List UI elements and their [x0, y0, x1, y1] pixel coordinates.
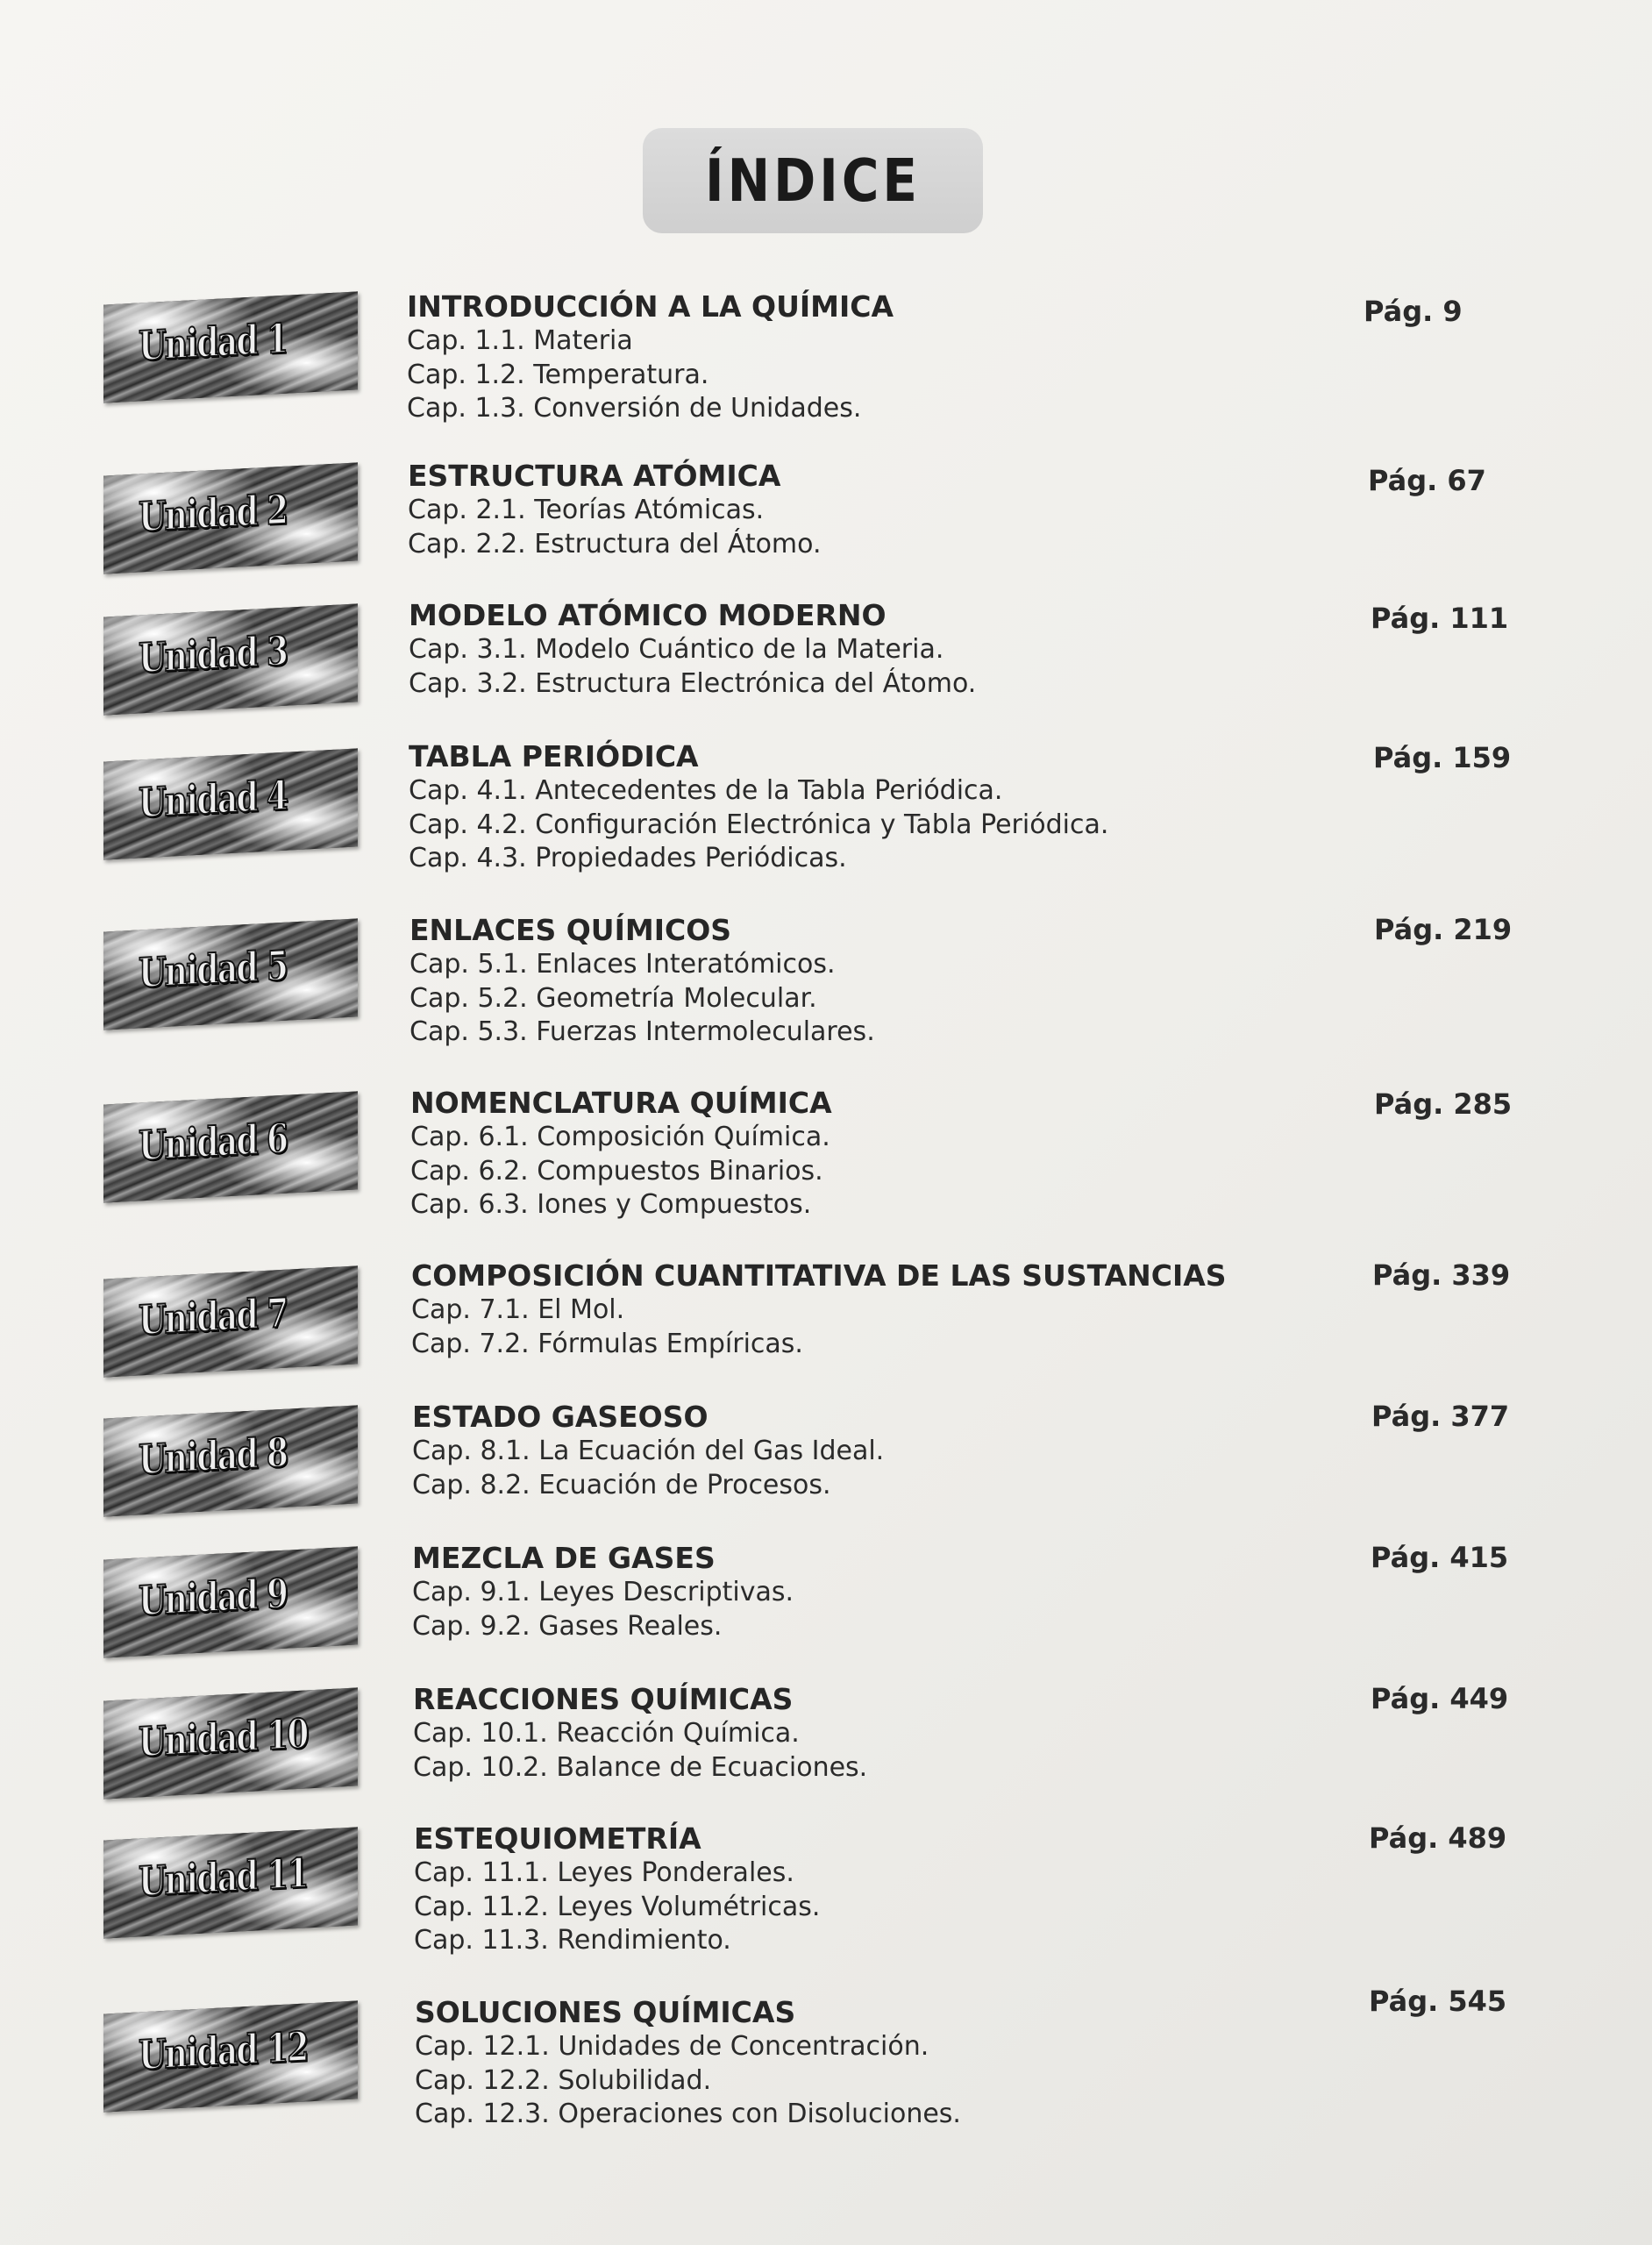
chapter-item: Cap. 5.2. Geometría Molecular. [409, 982, 817, 1014]
chapter-item: Cap. 11.3. Rendimiento. [414, 1925, 731, 1956]
unit-title: NOMENCLATURA QUÍMICA [410, 1086, 832, 1120]
unit-title: ESTEQUIOMETRÍA [414, 1821, 701, 1856]
unit-content [412, 1541, 794, 1643]
unit-title: MEZCLA DE GASES [412, 1541, 716, 1575]
chapter-item: Cap. 12.3. Operaciones con Disoluciones. [415, 2099, 961, 2129]
chapter-item: Cap. 2.1. Teorías Atómicas. [408, 495, 765, 525]
unit-badge [103, 462, 358, 574]
page-number: Pág. 545 [1369, 1985, 1507, 2018]
chapter-list [409, 774, 1108, 876]
chapter-item: Cap. 6.1. Composición Química. [410, 1122, 830, 1152]
chapter-item: Cap. 4.2. Configuración Electrónica y Tabla Periódica. [409, 809, 1109, 840]
unit-badge-label: Unidad 5 [139, 941, 288, 997]
chapter-list [412, 1576, 794, 1643]
unit-badge-label: Unidad 11 [139, 1849, 308, 1906]
page-number: Pág. 285 [1374, 1087, 1513, 1121]
unit-badge-label: Unidad 9 [139, 1569, 288, 1625]
chapter-list [415, 2030, 961, 2132]
unit-badge-label: Unidad 3 [139, 626, 288, 682]
chapter-item: Cap. 7.1. El Mol. [411, 1294, 625, 1325]
unit-badge-label: Unidad 6 [139, 1114, 288, 1170]
chapter-item: Cap. 1.3. Conversión de Unidades. [407, 393, 862, 424]
unit-content [409, 598, 976, 701]
chapter-list [412, 1435, 884, 1502]
chapter-item: Cap. 1.2. Temperatura. [407, 359, 709, 390]
chapter-item: Cap. 12.1. Unidades de Concentración. [415, 2031, 929, 2062]
unit-title: REACCIONES QUÍMICAS [413, 1682, 794, 1716]
page-number: Pág. 415 [1371, 1541, 1509, 1574]
page-number: Pág. 219 [1374, 913, 1513, 946]
unit-badge [103, 1827, 358, 1938]
chapter-list [414, 1857, 820, 1958]
chapter-item: Cap. 8.1. La Ecuación del Gas Ideal. [412, 1436, 885, 1466]
chapter-item: Cap. 4.3. Propiedades Periódicas. [409, 843, 847, 873]
chapter-item: Cap. 6.2. Compuestos Binarios. [410, 1155, 823, 1187]
unit-title: COMPOSICIÓN CUANTITATIVA DE LAS SUSTANCIAS [411, 1258, 1227, 1293]
unit-content [409, 913, 875, 1050]
chapter-item: Cap. 5.1. Enlaces Interatómicos. [409, 949, 836, 980]
chapter-item: Cap. 3.1. Modelo Cuántico de la Materia. [409, 634, 944, 665]
chapter-list [413, 1717, 867, 1785]
unit-badge-label: Unidad 10 [139, 1709, 308, 1766]
chapter-item: Cap. 8.2. Ecuación de Procesos. [412, 1469, 831, 1500]
chapter-item: Cap. 11.1. Leyes Ponderales. [414, 1857, 794, 1888]
unit-title: ESTADO GASEOSO [412, 1400, 709, 1434]
chapter-item: Cap. 11.2. Leyes Volumétricas. [414, 1891, 821, 1922]
unit-badge [103, 603, 358, 715]
unit-badge-label: Unidad 1 [139, 314, 288, 370]
unit-title: SOLUCIONES QUÍMICAS [415, 1995, 796, 2029]
unit-content [409, 739, 1108, 876]
page-number: Pág. 159 [1373, 741, 1512, 774]
unit-title: TABLA PERIÓDICA [409, 739, 699, 773]
unit-content [412, 1400, 884, 1502]
unit-badge [103, 918, 358, 1030]
unit-badge-label: Unidad 12 [139, 2022, 308, 2079]
unit-badge [103, 748, 358, 859]
unit-content [408, 459, 822, 561]
chapter-item: Cap. 10.1. Reacción Química. [413, 1718, 800, 1749]
index-heading-box [643, 128, 983, 233]
chapter-item: Cap. 1.1. Materia [407, 325, 633, 356]
unit-content [410, 1086, 832, 1222]
chapter-item: Cap. 12.2. Solubilidad. [415, 2064, 712, 2096]
page-number: Pág. 111 [1371, 602, 1509, 635]
chapter-item: Cap. 9.1. Leyes Descriptivas. [412, 1577, 794, 1607]
page-number: Pág. 67 [1368, 464, 1486, 497]
page-number: Pág. 9 [1364, 295, 1463, 328]
unit-badge [103, 1687, 358, 1799]
unit-content [413, 1682, 867, 1785]
chapter-item: Cap. 2.2. Estructura del Átomo. [408, 528, 822, 559]
unit-badge [103, 291, 358, 403]
chapter-item: Cap. 7.2. Fórmulas Empíricas. [411, 1328, 803, 1359]
unit-title: ENLACES QUÍMICOS [409, 913, 732, 947]
index-heading: ÍNDICE [704, 146, 922, 216]
chapter-item: Cap. 3.2. Estructura Electrónica del Átomo. [409, 667, 977, 699]
chapter-item: Cap. 6.3. Iones y Compuestos. [410, 1189, 812, 1220]
page-number: Pág. 377 [1371, 1400, 1510, 1433]
unit-badge [103, 1265, 358, 1377]
unit-title: INTRODUCCIÓN A LA QUÍMICA [407, 289, 894, 324]
page-number: Pág. 449 [1371, 1682, 1509, 1715]
unit-content [407, 289, 894, 426]
page-number: Pág. 489 [1369, 1821, 1507, 1855]
unit-content [411, 1258, 1227, 1361]
unit-badge-label: Unidad 4 [139, 771, 288, 827]
chapter-list [409, 633, 976, 701]
chapter-list [411, 1294, 1227, 1361]
unit-content [414, 1821, 820, 1958]
chapter-list [408, 494, 822, 561]
unit-badge [103, 1405, 358, 1516]
chapter-list [409, 948, 875, 1050]
unit-badge [103, 1546, 358, 1657]
chapter-list [410, 1121, 832, 1222]
unit-badge [103, 1091, 358, 1202]
unit-badge [103, 2000, 358, 2112]
unit-title: MODELO ATÓMICO MODERNO [409, 598, 887, 632]
chapter-list [407, 324, 894, 426]
chapter-item: Cap. 10.2. Balance de Ecuaciones. [413, 1751, 868, 1783]
unit-badge-label: Unidad 8 [139, 1428, 288, 1484]
page-number: Pág. 339 [1372, 1258, 1511, 1292]
unit-badge-label: Unidad 7 [139, 1288, 288, 1344]
chapter-item: Cap. 4.1. Antecedentes de la Tabla Periódica. [409, 775, 1003, 806]
chapter-item: Cap. 5.3. Fuerzas Intermoleculares. [409, 1016, 875, 1047]
chapter-item: Cap. 9.2. Gases Reales. [412, 1610, 723, 1642]
unit-badge-label: Unidad 2 [139, 485, 288, 541]
unit-content [415, 1995, 961, 2132]
unit-title: ESTRUCTURA ATÓMICA [408, 459, 781, 493]
